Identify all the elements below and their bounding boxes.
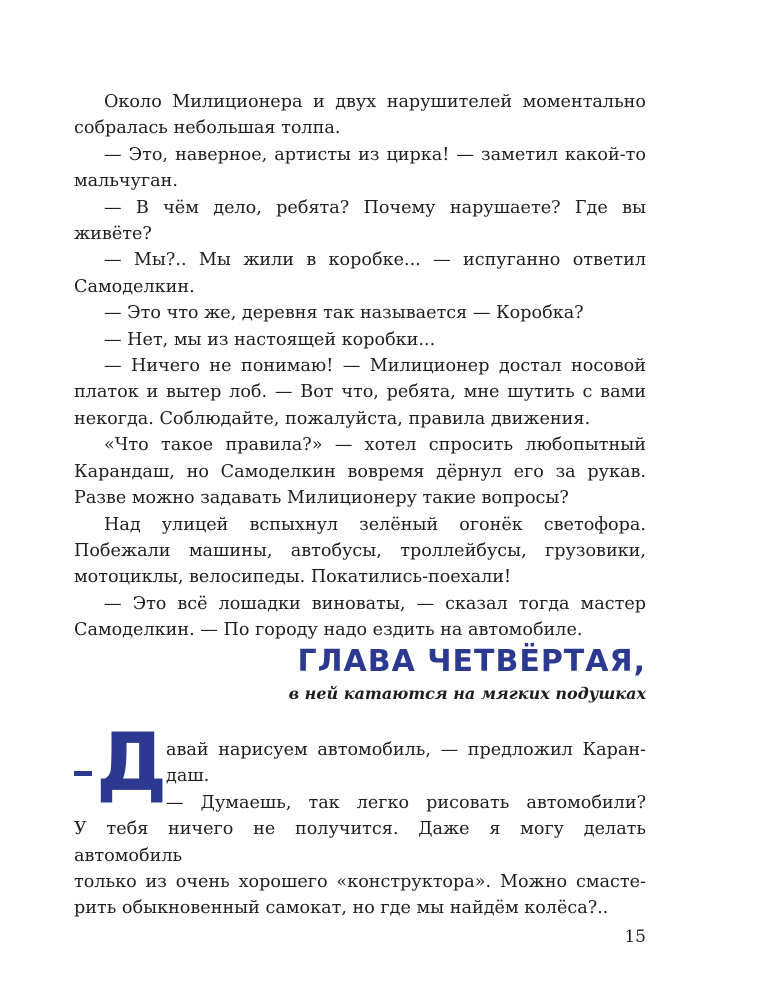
paragraph: — Это, наверное, артисты из цирка! — заметил какой-то мальчуган. xyxy=(74,144,646,192)
paragraph: — Ничего не понимаю! — Милиционер достал носовой платок и вытер лоб. — Вот что, ребята, мне шутить с вами некогда. Соблюдайте, пожалуйста, правила движения. xyxy=(74,356,646,429)
drop-cap xyxy=(74,716,168,809)
paragraph: — Это что же, деревня так называется — Коробка? xyxy=(104,303,584,324)
text-line: — Думаешь, так легко рисовать автомобили? xyxy=(166,792,646,813)
text-line: У тебя ничего не получится. Даже я могу делать автомобиль xyxy=(74,819,646,866)
paragraph: Около Милиционера и двух нарушителей моментально собралась небольшая толпа. xyxy=(74,92,646,139)
paragraph: «Что такое правила?» — хотел спросить любопытный Карандаш, но Самоделкин вовремя дёрнул его за рукав. Разве можно задавать Милиционеру такие вопросы? xyxy=(74,435,646,509)
drop-cap-dash xyxy=(74,771,92,776)
chapter-opening xyxy=(74,716,646,922)
chapter-heading xyxy=(74,643,646,705)
paragraph: — Это всё лошадки виноваты, — сказал тогда мастер Самоделкин. — По городу надо ездить на автомобиле. xyxy=(74,593,646,641)
chapter-title: ГЛАВА ЧЕТВЁРТАЯ, xyxy=(297,644,646,679)
drop-cap-letter: Д xyxy=(96,716,168,809)
text-line: только из очень хорошего «конструктора». Можно смасте- xyxy=(74,872,646,893)
paragraph: — Нет, мы из настоящей коробки... xyxy=(104,329,436,350)
paragraph: Над улицей вспыхнул зелёный огонёк светофора. Побежали машины, автобусы, троллейбусы, грузовики, мотоциклы, велосипеды. Покатились-поехали! xyxy=(74,514,646,588)
paragraph: — Мы?.. Мы жили в коробке... — испуганно ответил Самоделкин. xyxy=(74,250,646,297)
paragraph: — В чём дело, ребята? Почему нарушаете? Где вы живёте? xyxy=(74,197,646,245)
page-number: 15 xyxy=(624,927,646,947)
text-line: авай нарисуем автомобиль, — предложил Каран- xyxy=(166,740,646,760)
text-line: рить обыкновенный самокат, но где мы найдём колёса?.. xyxy=(74,898,609,919)
chapter-subtitle: в ней катаются на мягких подушках xyxy=(288,684,646,703)
text-line: даш. xyxy=(166,766,210,787)
story-text xyxy=(74,89,646,644)
